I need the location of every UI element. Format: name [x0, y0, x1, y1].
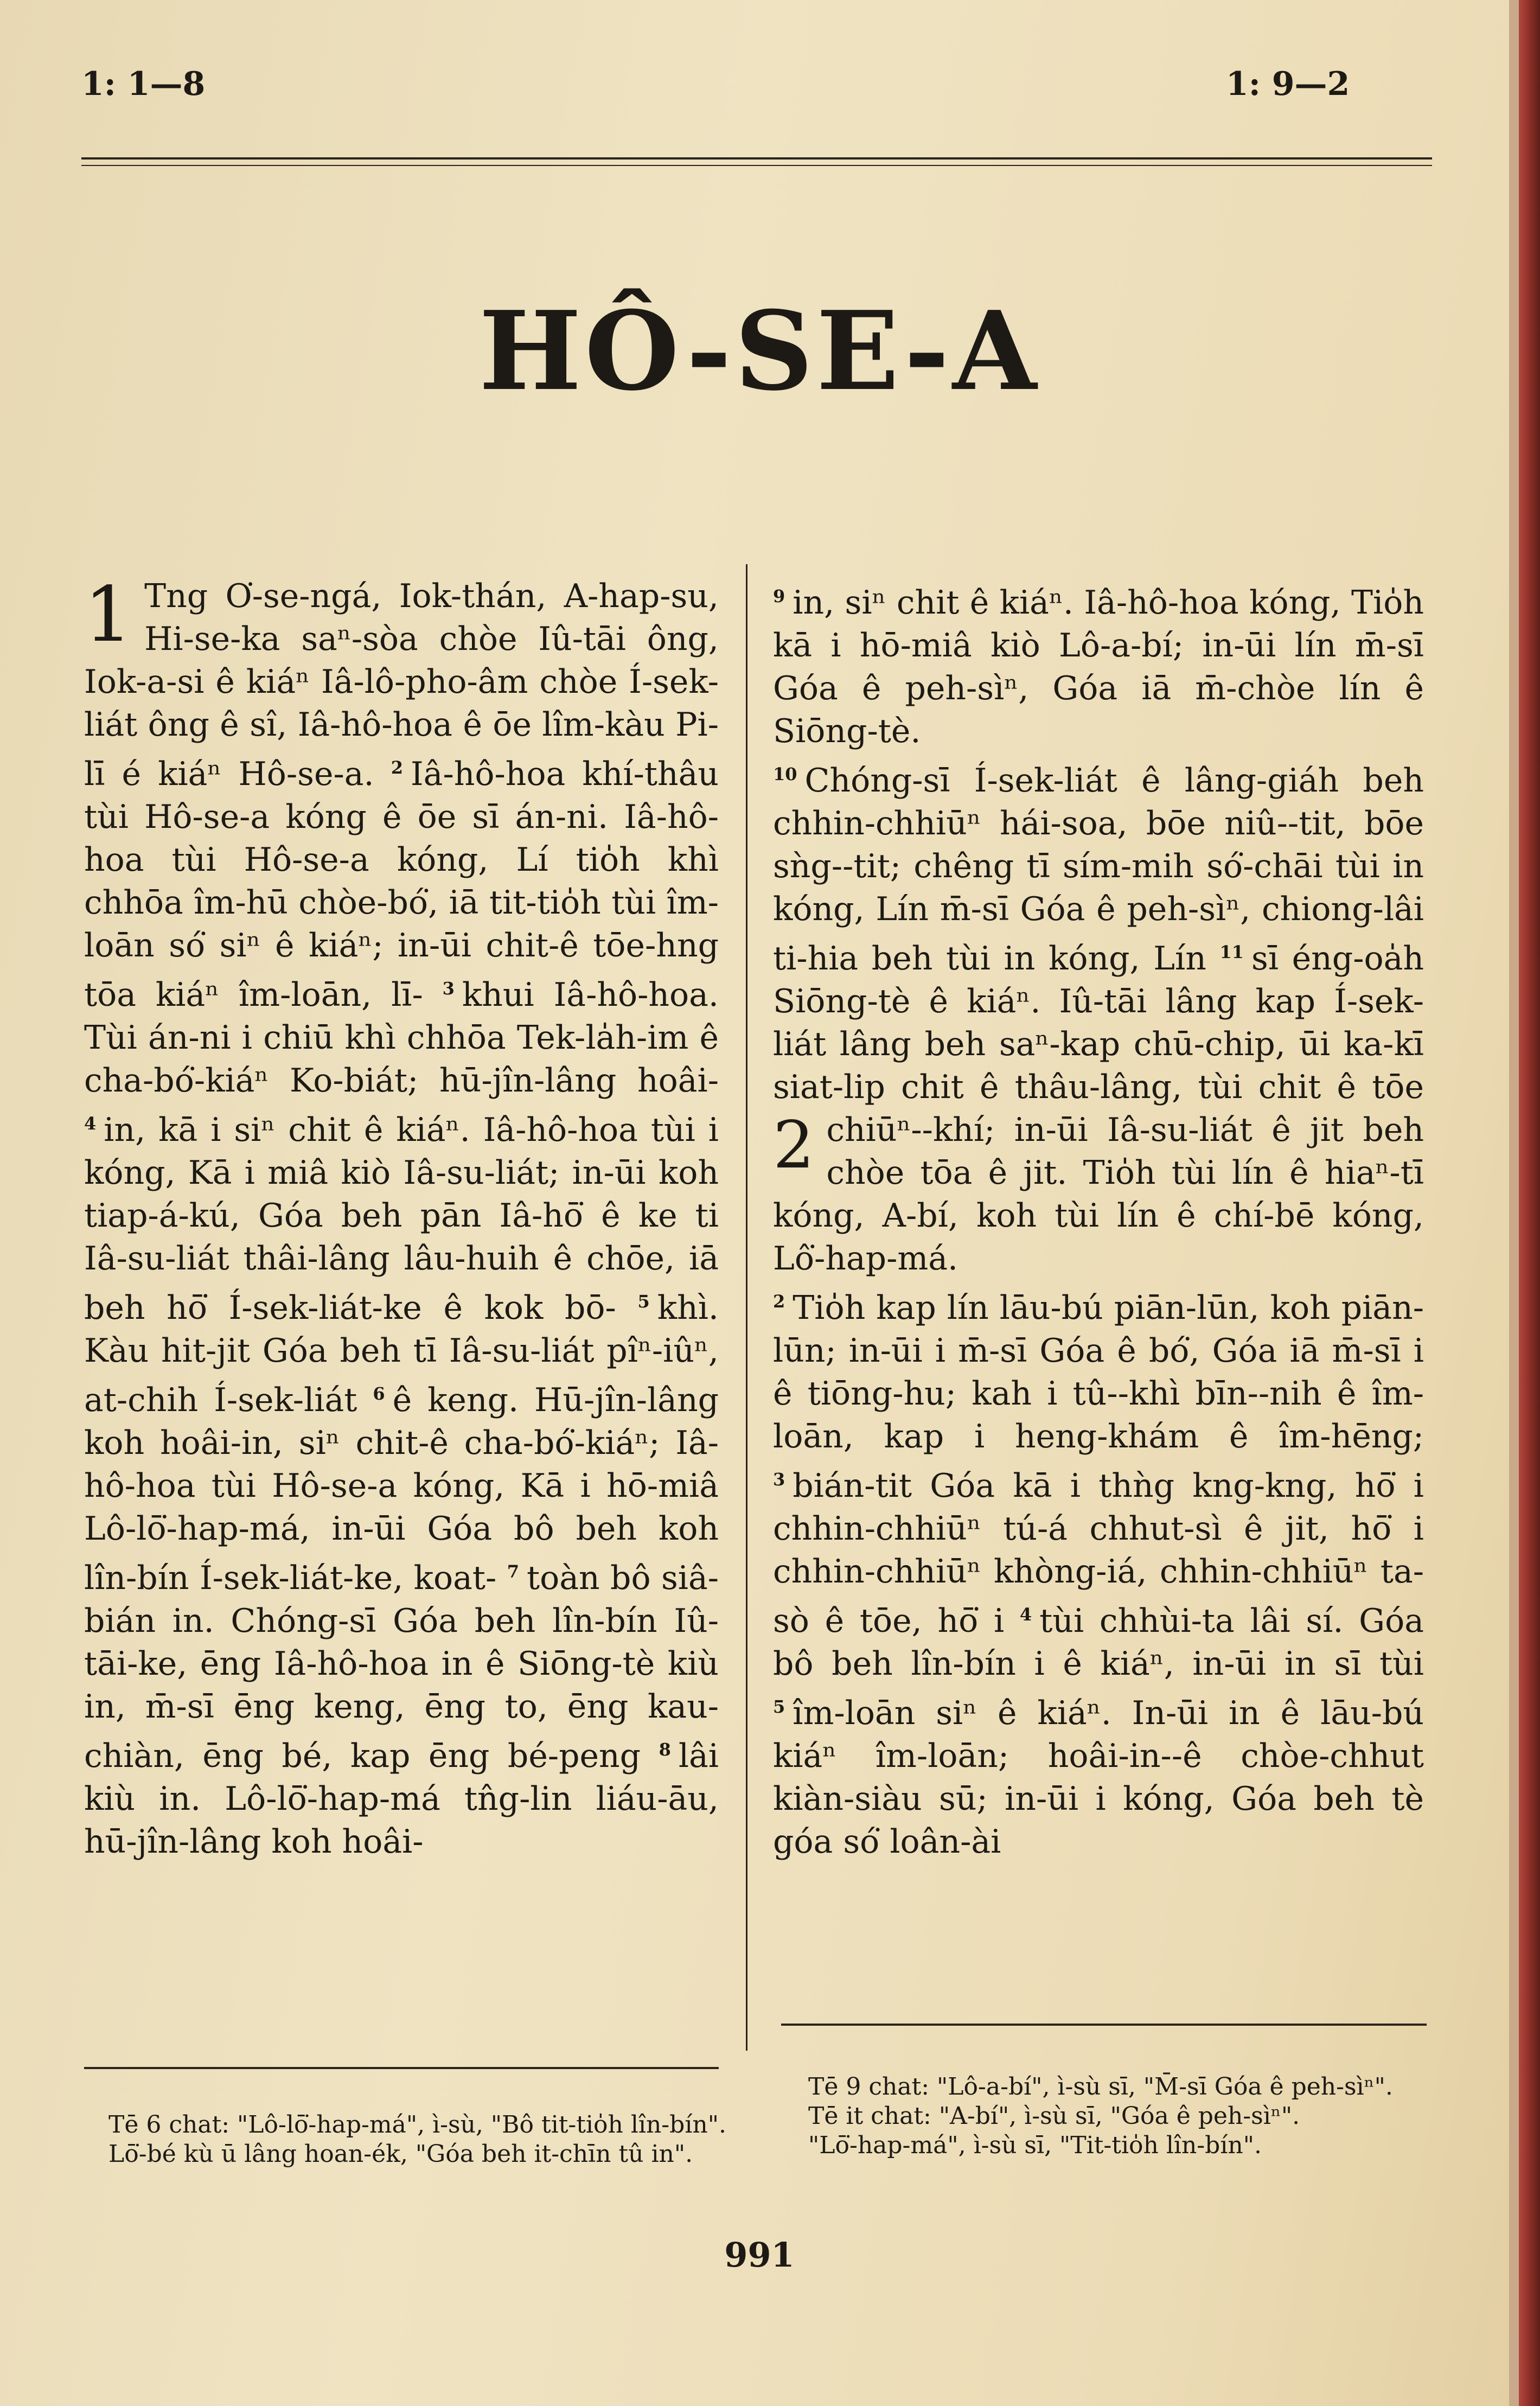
verse-number: 2	[391, 757, 403, 778]
verse-number: 3	[773, 1469, 785, 1490]
left-column	[84, 571, 719, 1863]
footnote-text: Tē 9 chat: "Lô-a-bí", ì-sù sī, "M̄-sī Góa ê peh-sìⁿ".	[808, 2073, 1393, 2101]
verse-text: beh chòe tōa ê jit. Tio̍h tùi lín ê hiaⁿ-tī kóng, A-bí, koh tùi lín ê chí-bē kóng, Lô͘-hap-má.	[773, 1111, 1424, 1278]
verse-number: 7	[507, 1561, 519, 1582]
chapter-number: 2	[773, 1108, 815, 1183]
header-rule-bottom	[81, 165, 1432, 166]
footnote-text: Tē 6 chat: "Lô-lō͘-hap-má", ì-sù, "Bô tit-tio̍h lîn-bín". Lō͘-bé kù ū lâng hoan-ék, "Góa beh it-chīn tû in".	[108, 2111, 726, 2168]
chapter-number: 1	[84, 571, 133, 659]
verse-number: 5	[637, 1291, 650, 1312]
verse-number: 4	[1019, 1604, 1032, 1625]
verse-text: îm-loān siⁿ ê kiáⁿ. In-ūi in ê lāu-bú kiáⁿ îm-loān; hoâi-in--ê chòe-chhut kiàn-siàu sū; in-ūi i kóng, Góa beh tè góa só͘ loân-ài	[773, 1694, 1424, 1861]
page-edge	[1519, 0, 1540, 2406]
verse-text: ê keng. Hū-jîn-lâng koh hoâi-in, siⁿ chit-ê cha-bó͘-kiáⁿ; Iâ-hô-hoa tùi Hô-se-a kóng, Kā i hō-miâ Lô-lō͘-hap-má, in-ūi Góa bô beh koh lîn-bín Í-sek-liát-ke, koat-	[84, 1381, 719, 1597]
verse-number: 3	[442, 978, 455, 999]
verse-text: bián-tit Góa kā i thǹg kng-kng, hō͘ i chhin-chhiūⁿ tú-á chhut-sì ê jit, hō͘ i chhin-chhiūⁿ khòng-iá, chhin-chhiūⁿ ta-sò ê tōe, hō͘ i	[773, 1467, 1424, 1640]
verse-text: Tio̍h kap lín lāu-bú piān-lūn, koh piān-lūn; in-ūi i m̄-sī Góa ê bó͘, Góa iā m̄-sī i ê tiōng-hu; kah i tû--khì bīn--nih ê îm-loān, kap i heng-khám ê îm-hēng;	[773, 1289, 1424, 1456]
verse-text: toàn bô siâ-bián in. Chóng-sī Góa beh lîn-bín Iû-tāi-ke, ēng Iâ-hô-hoa in ê Siōng-tè kiù in, m̄-sī ēng keng, ēng to, ēng kau-chiàn, ēng bé, kap ēng bé-peng	[84, 1559, 719, 1775]
header-rule-top	[81, 157, 1432, 159]
verse-number: 6	[373, 1383, 385, 1404]
verse-text: tùi chhùi-ta lâi sí. Góa bô beh lîn-bín i ê kiáⁿ, in-ūi in sī tùi	[773, 1602, 1424, 1683]
footnote-right	[808, 2072, 1432, 2160]
footnote-left	[108, 2110, 727, 2169]
footnote-text: Tē it chat: "A-bí", ì-sù sī, "Góa ê peh-sìⁿ".	[808, 2102, 1300, 2130]
footnote-text: "Lō͘-hap-má", ì-sù sī, "Tit-tio̍h lîn-bín".	[808, 2131, 1262, 2159]
verse-text: Chóng-sī Í-sek-liát ê lâng-giáh beh chhin-chhiūⁿ hái-soa, bōe niû--tit, bōe sǹg--tit; chêng tī sím-mih só͘-chāi tùi in kóng, Lín m̄-sī Góa ê peh-sìⁿ, chiong-lâi ti-hia beh tùi in kóng, Lín	[773, 762, 1424, 978]
verse-number: 9	[773, 586, 785, 607]
verse-number: 2	[773, 1291, 785, 1312]
verse-number: 8	[659, 1739, 671, 1760]
running-head-right: 1: 9—2	[1226, 65, 1350, 103]
verse-number: 10	[773, 764, 797, 784]
verse-number: 11	[1219, 942, 1244, 962]
verse-text: khì. Kàu hit-jit Góa beh tī Iâ-su-liát pîⁿ-iûⁿ, at-chih Í-sek-liát	[84, 1289, 719, 1419]
footnote-rule-right	[781, 2024, 1427, 2026]
verse-text: lâi kiù in. Lô-lō͘-hap-má tn̂g-lin liáu-āu, hū-jîn-lâng koh hoâi-	[84, 1737, 719, 1861]
verse-text: sī éng-oa̍h Siōng-tè ê kiáⁿ. Iû-tāi lâng kap Í-sek-liát lâng beh saⁿ-kap chū-chip, ūi ka-kī siat-lip chit ê thâu-lâng, tùi chit ê tōe chiūⁿ--khí; in-ūi Iâ-su-liát ê jit	[773, 940, 1424, 1149]
verse-text: in, siⁿ chit ê kiáⁿ. Iâ-hô-hoa kóng, Tio̍h kā i hō-miâ kiò Lô-a-bí; in-ūi lín m̄-sī Góa ê peh-sìⁿ, Góa iā m̄-chòe lín ê Siōng-tè.	[773, 584, 1424, 750]
verse-text: khui Iâ-hô-hoa. Tùi án-ni i chiū khì chhōa Tek-la̍h-im ê cha-bó͘-kiáⁿ Ko-biát; hū-jîn-lâng hoâi-	[84, 976, 719, 1100]
right-column	[773, 575, 1424, 1863]
running-head-left: 1: 1—8	[81, 65, 206, 103]
verse-number: 5	[773, 1696, 785, 1717]
book-title: HÔ-SE-A	[478, 288, 1040, 415]
verse-number: 4	[84, 1113, 97, 1134]
verse-text: in, kā i siⁿ chit ê kiáⁿ. Iâ-hô-hoa tùi i kóng, Kā i miâ kiò Iâ-su-liát; in-ūi koh tiap-á-kú, Góa beh pān Iâ-hō͘ ê ke ti Iâ-su-liát thâi-lâng lâu-huih ê chōe, iā beh hō͘ Í-sek-liát-ke ê kok bō-	[84, 1111, 719, 1327]
verse-text: Iâ-hô-hoa khí-thâu tùi Hô-se-a kóng ê ōe sī án-ni. Iâ-hô-hoa tùi Hô-se-a kóng, Lí tio̍h khì chhōa îm-hū chòe-bó͘, iā tit-tio̍h tùi îm-loān só͘ siⁿ ê kiáⁿ; in-ūi chit-ê tōe-hng tōa kiáⁿ îm-loān, lī-	[84, 755, 719, 1014]
footnote-rule-left	[84, 2067, 719, 2069]
verse-text: Tng O͘-se-ngá, Iok-thán, A-hap-su, Hi-se-ka saⁿ-sòa chòe Iû-tāi ông, Iok-a-si ê kiáⁿ Iâ-lô-pho-âm chòe Í-sek-liát ông ê sî, Iâ-hô-hoa ê ōe lîm-kàu Pi-lī é kiáⁿ Hô-se-a.	[84, 577, 719, 793]
page-number: 991	[724, 2235, 795, 2275]
column-separator	[746, 564, 747, 2051]
